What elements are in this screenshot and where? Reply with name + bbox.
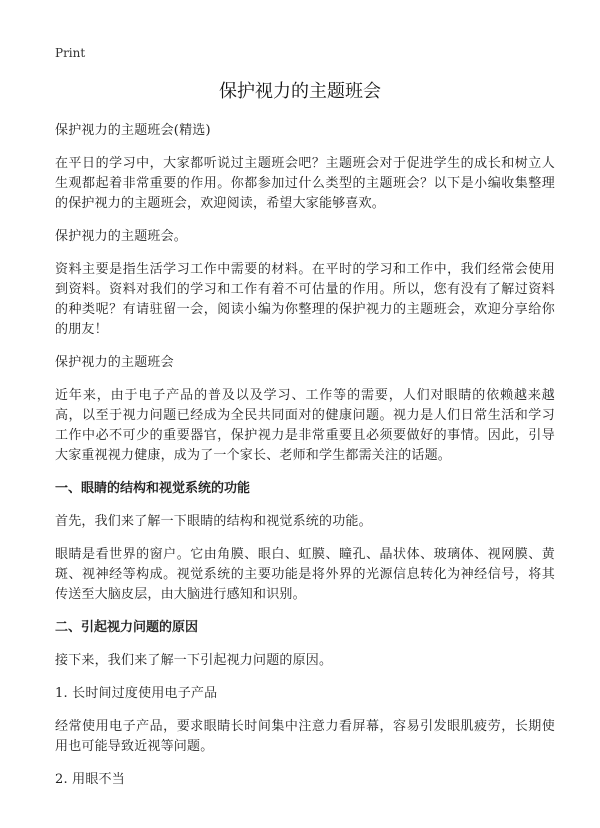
section-heading-causes: 二、引起视力问题的原因 [55,620,199,635]
eye-structure-paragraph: 眼睛是看世界的窗户。它由角膜、眼白、虹膜、瞳孔、晶状体、玻璃体、视网膜、黄斑、视神经等构成。视觉系统的主要功能是将外界的光源信息转化为神经信号，将其传送至大脑皮层，由大脑进行感知和识别。 [55,547,555,602]
document-body [55,121,555,803]
list-item-cause-2: 2. 用眼不当 [55,772,125,787]
list-item-cause-1: 1. 长时间过度使用电子产品 [55,686,218,701]
print-link[interactable]: Print [55,46,86,60]
section-heading-eye-structure: 一、眼睛的结构和视觉系统的功能 [55,481,251,496]
background-paragraph: 近年来，由于电子产品的普及以及学习、工作等的需要，人们对眼睛的依赖越来越高，以至于视力问题已经成为全民共同面对的健康问题。视力是人们日常生活和学习工作中必不可少的重要器官，保护视力是非常重要且必须要做好的事情。因此，引导大家重视视力健康，成为了一个家长、老师和学生都需关注的话题。 [55,388,555,463]
section-label: 保护视力的主题班会。 [55,229,188,244]
body-paragraph: 首先，我们来了解一下眼睛的结构和视觉系统的功能。 [55,514,372,529]
cause-1-paragraph: 经常使用电子产品，要求眼睛长时间集中注意力看屏幕，容易引发眼肌疲劳，长期使用也可能导致近视等问题。 [55,719,555,754]
section-label: 保护视力的主题班会 [55,355,174,370]
intro-paragraph: 在平日的学习中，大家都听说过主题班会吧？主题班会对于促进学生的成长和树立人生观都起着非常重要的作用。你都参加过什么类型的主题班会？以下是小编收集整理的保护视力的主题班会，欢迎阅读，希望大家能够喜欢。 [55,156,555,211]
body-paragraph: 接下来，我们来了解一下引起视力问题的原因。 [55,653,333,668]
document-title: 保护视力的主题班会 [219,81,381,102]
materials-paragraph: 资料主要是指生活学习工作中需要的材料。在平时的学习和工作中，我们经常会使用到资料。资料对我们的学习和工作有着不可估量的作用。所以，您有没有了解过资料的种类呢？有请驻留一会，阅读小编为你整理的保护视力的主题班会，欢迎分享给你的朋友！ [55,262,555,337]
subtitle-paragraph: 保护视力的主题班会(精选) [55,123,211,138]
